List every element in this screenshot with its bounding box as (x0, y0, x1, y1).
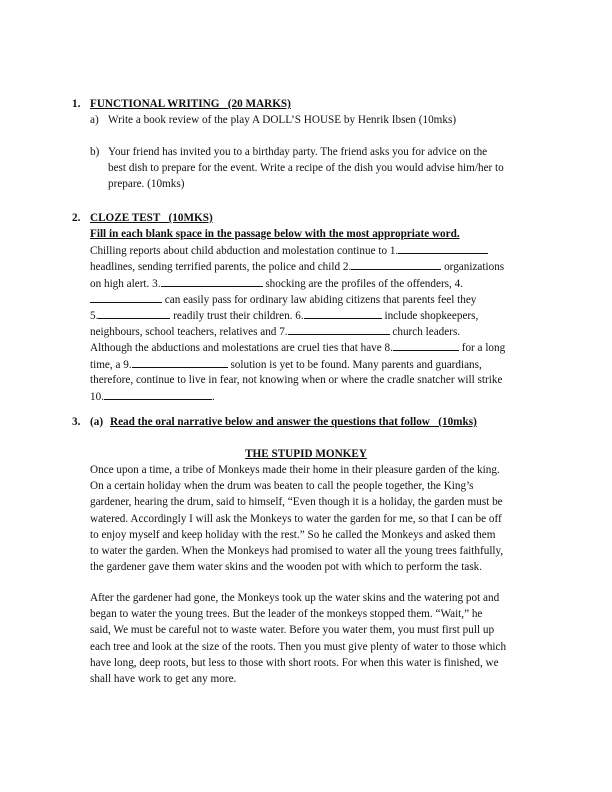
question-heading: Read the oral narrative below and answer the questions that follow (10mks) (110, 416, 477, 428)
passage-text: therefore, continue to live in fear, not knowing when or where the cradle snatcher will strike (90, 373, 503, 386)
passage-text: neighbours, school teachers, relatives and 7. (90, 326, 288, 339)
story-line: On a certain holiday when the drum was beaten to call the people together, the King’s (90, 480, 474, 493)
blank-9[interactable] (132, 356, 228, 368)
passage-text: Although the abductions and molestations are cruel ties that have 8. (90, 342, 393, 355)
passage-text: organizations (441, 261, 505, 274)
story-line: gardener, hearing the drum, said to himself, “Even though it is a holiday, the garden must be (90, 496, 503, 509)
cloze-passage (90, 226, 560, 404)
passage-text: shocking are the profiles of the offenders, 4. (262, 277, 464, 290)
question-part-label: (a) (90, 416, 104, 428)
blank-1[interactable] (398, 242, 488, 254)
passage-line (90, 372, 560, 388)
passage-text: church leaders. (389, 326, 461, 339)
passage-text: for a long (458, 342, 506, 355)
passage-text: 10. (90, 390, 104, 403)
question-heading: FUNCTIONAL WRITING (20 MARKS) (90, 98, 291, 110)
passage-text: solution is yet to be found. Many parents and guardians, (227, 358, 482, 371)
story-line: began to water the young trees. But the leader of the monkeys stopped them. “Wait,” he (90, 608, 483, 621)
passage-line (90, 275, 560, 291)
passage-text: time, a 9. (90, 358, 132, 371)
question-number: 3. (72, 416, 81, 428)
part-text-line: prepare. (10mks) (108, 178, 185, 191)
blank-10[interactable] (104, 388, 212, 400)
blank-7[interactable] (288, 323, 390, 335)
blank-4[interactable] (90, 291, 162, 303)
blank-8[interactable] (393, 339, 459, 351)
part-label: b) (90, 146, 100, 158)
passage-line (90, 323, 560, 339)
story-line: watered. Accordingly I will ask the Monkeys to water the garden for me, so that I can be off (90, 512, 502, 525)
question-number: 2. (72, 212, 81, 224)
passage-text: can easily pass for ordinary law abiding citizens that parents feel they (162, 293, 477, 306)
blank-2[interactable] (351, 258, 441, 270)
blank-3[interactable] (161, 275, 263, 287)
story-line: to water the garden. When the Monkeys had promised to water all the young trees faithfully, (90, 544, 504, 557)
blank-6[interactable] (304, 307, 382, 319)
story-line: each tree and look at the size of the roots. Then you must give plenty of water to those which (90, 640, 507, 653)
question-heading: CLOZE TEST (10MKS) (90, 212, 213, 224)
passage-line (90, 258, 560, 274)
passage-text: on high alert. 3. (90, 277, 161, 290)
story-title: THE STUPID MONKEY (245, 448, 367, 460)
passage-line (90, 356, 560, 372)
part-label: a) (90, 114, 99, 126)
story-paragraph-2 (90, 590, 560, 687)
blank-5[interactable] (98, 307, 170, 319)
passage-line (90, 339, 560, 355)
story-line: to enjoy myself and keep holiday with the rest.” So he called the Monkeys and asked them (90, 528, 496, 541)
passage-line (90, 242, 560, 258)
question-number: 1. (72, 98, 81, 110)
passage-text: headlines, sending terrified parents, the police and child 2. (90, 261, 352, 274)
passage-text: . (211, 390, 215, 403)
passage-text: include shopkeepers, (381, 309, 479, 322)
story-line: said, We must be careful not to waste water. Before you water them, you must first pull up (90, 624, 495, 637)
story-line: shall have work to get any more. (90, 672, 237, 685)
passage-line (90, 307, 560, 323)
passage-text: 5. (90, 309, 99, 322)
story-paragraph-1 (90, 462, 560, 575)
cloze-instruction: Fill in each blank space in the passage below with the most appropriate word. (90, 228, 460, 240)
part-text: Write a book review of the play A DOLL’S HOUSE by Henrik Ibsen (10mks) (108, 114, 457, 126)
story-line: the gardener gave them water skins and the wooden pot with which to perform the task. (90, 561, 483, 574)
passage-text: readily trust their children. 6. (170, 309, 304, 322)
passage-line (90, 291, 560, 307)
part-text-line: Your friend has invited you to a birthday party. The friend asks you for advice on the (108, 146, 488, 158)
passage-text: Chilling reports about child abduction and molestation continue to 1. (90, 245, 399, 258)
story-line: After the gardener had gone, the Monkeys took up the water skins and the watering pot and (90, 592, 500, 604)
passage-line (90, 388, 560, 404)
part-text-line: best dish to prepare for the event. Write a recipe of the dish you would advise him/her to (108, 162, 504, 175)
story-line: Once upon a time, a tribe of Monkeys made their home in their pleasure garden of the king. (90, 464, 500, 476)
story-line: have long, deep roots, but less to those with short roots. For when this water is finished, we (90, 656, 499, 669)
